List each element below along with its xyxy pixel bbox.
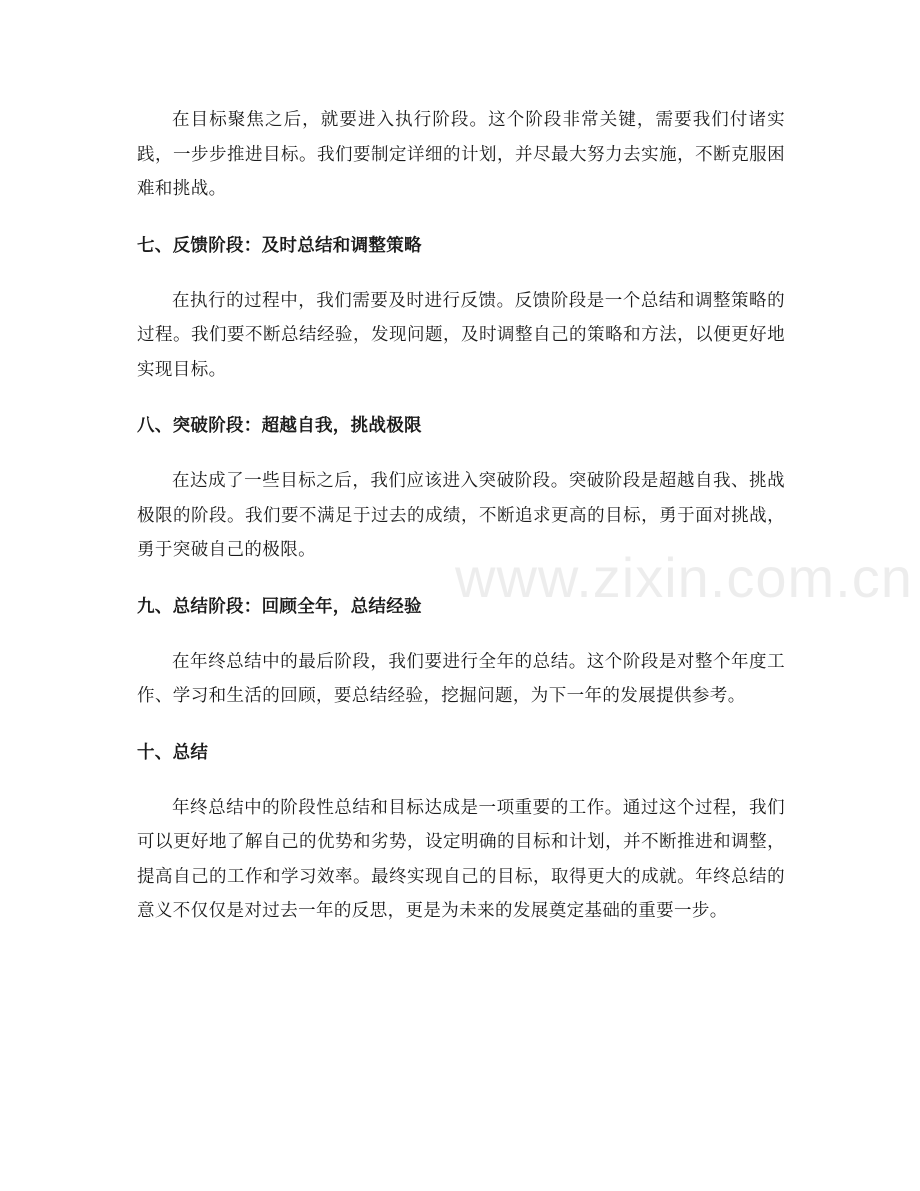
section-paragraph-feedback: 在执行的过程中，我们需要及时进行反馈。反馈阶段是一个总结和调整策略的过程。我们要不断总结经验，发现问题，及时调整自己的策略和方法，以便更好地实现目标。 (137, 290, 785, 380)
intro-paragraph: 在目标聚焦之后，就要进入执行阶段。这个阶段非常关键，需要我们付诸实践，一步步推进目标。我们要制定详细的计划，并尽最大努力去实施，不断克服困难和挑战。 (137, 110, 785, 199)
section-heading-feedback: 七、反馈阶段：及时总结和调整策略 (137, 235, 422, 256)
section-heading-breakthrough: 八、突破阶段：超越自我，挑战极限 (137, 416, 422, 436)
watermark: www.zixin.com.cn (455, 546, 913, 609)
document-body (137, 103, 785, 929)
section-heading-conclusion: 十、总结 (137, 742, 209, 763)
section-heading-review: 九、总结阶段：回顾全年，总结经验 (137, 596, 422, 617)
section-paragraph-conclusion: 年终总结中的阶段性总结和目标达成是一项重要的工作。通过这个过程，我们可以更好地了解自己的优势和劣势，设定明确的目标和计划，并不断推进和调整，提高自己的工作和学习效率。最终实现自己的目标，取得更大的成就。年终总结的意义不仅仅是对过去一年的反思，更是为未来的发展奠定基础的重要一步。 (137, 797, 785, 921)
section-paragraph-breakthrough: 在达成了一些目标之后，我们应该进入突破阶段。突破阶段是超越自我、挑战极限的阶段。我们要不满足于过去的成绩，不断追求更高的目标，勇于面对挑战，勇于突破自己的极限。 (137, 471, 785, 560)
section-paragraph-review: 在年终总结中的最后阶段，我们要进行全年的总结。这个阶段是对整个年度工作、学习和生活的回顾，要总结经验，挖掘问题，为下一年的发展提供参考。 (137, 651, 785, 706)
